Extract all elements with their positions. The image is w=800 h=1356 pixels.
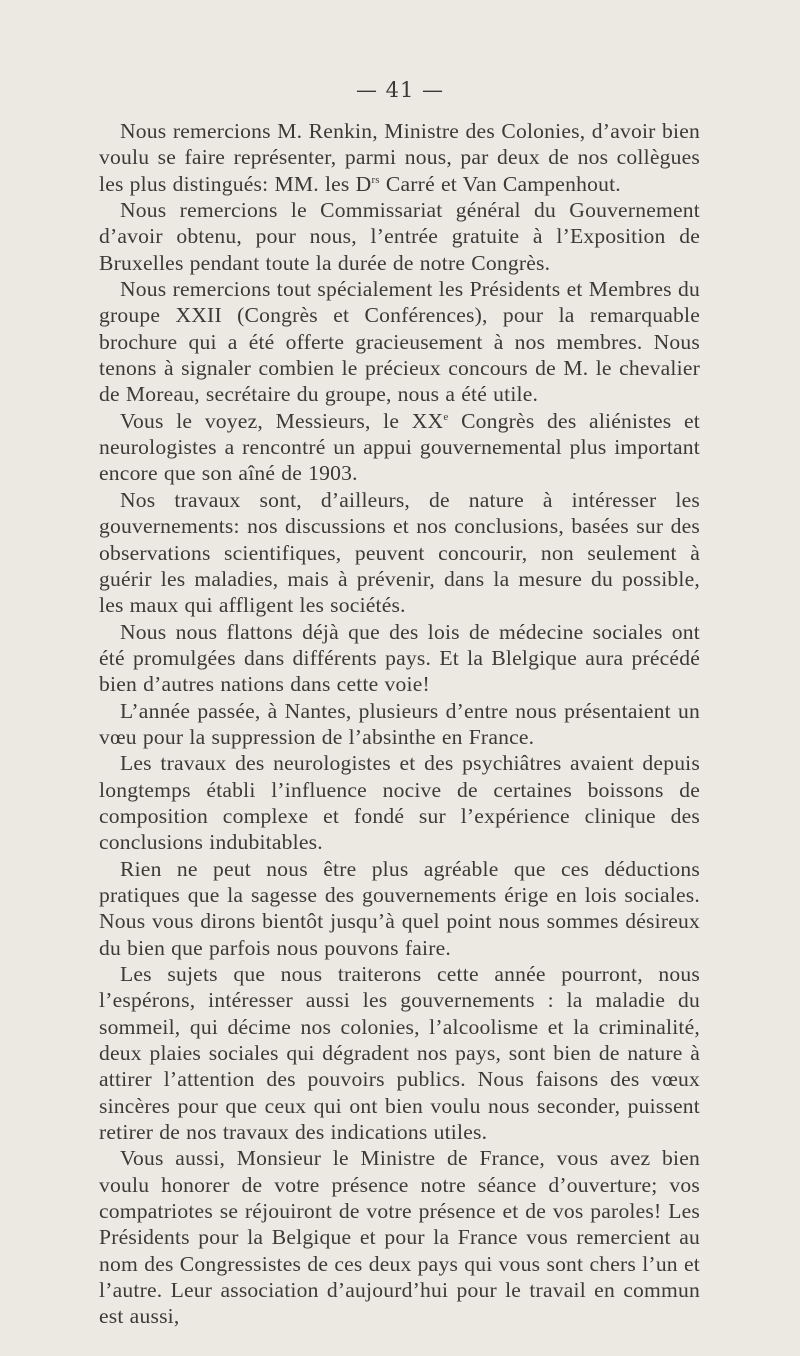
paragraph (99, 619, 700, 698)
page-number: — 41 — (355, 78, 445, 102)
text-run: Nous remercions le Commissariat général du Gouvernement d’avoir obtenu, pour nous, l’entrée gratuite à l’Exposition de Bruxelles pendant toute la durée de notre Congrès. (99, 198, 700, 275)
paragraph (99, 197, 700, 276)
paragraph (99, 750, 700, 855)
paragraph (99, 961, 700, 1145)
text-run: Nous remercions M. Renkin, Ministre des Colonies, d’avoir bien voulu se faire représenter, parmi nous, par deux de nos collègues les plus distingués: MM. les D (99, 119, 700, 196)
paragraph (99, 118, 700, 197)
text-run: L’année passée, à Nantes, plusieurs d’entre nous présentaient un vœu pour la suppression de l’absinthe en France. (99, 698, 700, 749)
text-run: Vous le voyez, Messieurs, le XX (120, 408, 444, 433)
text-run: Les travaux des neurologistes et des psychiâtres avaient depuis longtemps établi l’influence nocive de certaines boissons de composition complexe et fondé sur l’expérience clinique des conclusions indubitables. (99, 751, 700, 855)
paragraph (99, 1145, 700, 1329)
text-run: Nos travaux sont, d’ailleurs, de nature à intéresser les gouvernements: nos discussions et nos conclusions, basées sur des observations scientifiques, peuvent concourir, non seulement à guérir les maladies, mais à prévenir, dans la mesure du possible, les maux qui affligent les sociétés. (99, 487, 700, 618)
text-run: Congrès des aliénistes et neurologistes a rencontré un appui gouvernemental plus important encore que son aîné de 1903. (99, 408, 700, 486)
text-run: Rien ne peut nous être plus agréable que ces déductions pratiques que la sagesse des gouvernements érige en lois sociales. Nous vous dirons bientôt jusqu’à quel point nous sommes désireux du bien que parfois nous pouvons faire. (99, 856, 700, 960)
text-run: Les sujets que nous traiterons cette année pourront, nous l’espérons, intéresser aussi les gouvernements : la maladie du sommeil, qui décime nos colonies, l’alcoolisme et la criminalité, deux plaies sociales qui dégradent nos pays, sont bien de nature à attirer l’attention des pouvoirs publics. Nous faisons des vœux sincères pour que ceux qui ont bien voulu nous seconder, puissent retirer de nos travaux des indications utiles. (99, 962, 700, 1145)
text-run: Vous aussi, Monsieur le Ministre de France, vous avez bien voulu honorer de votre présence notre séance d’ouverture; vos compatriotes se réjouiront de votre présence et de vos paroles! Les Présidents pour la Belgique et pour la France vous remercient au nom des Congressistes de ces deux pays qui vous sont chers l’un et l’autre. Leur association d’aujourd’hui pour le travail en commun est aussi, (99, 1146, 700, 1329)
body-text (99, 118, 700, 1330)
paragraph (99, 276, 700, 408)
text-run: Nous remercions tout spécialement les Présidents et Membres du groupe XXII (Congrès et Conférences), pour la remarquable brochure qui a été offerte gracieusement à nos membres. Nous tenons à signaler combien le précieux concours de M. le chevalier de Moreau, secrétaire du groupe, nous a été utile. (99, 277, 700, 407)
paragraph (99, 408, 700, 487)
paragraph (99, 487, 700, 619)
text-run: Carré et Van Campenhout. (379, 171, 621, 196)
text-run: Nous nous flattons déjà que des lois de médecine sociales ont été promulgées dans différents pays. Et la Blelgique aura précédé bien d’autres nations dans cette voie! (99, 619, 700, 697)
paragraph (99, 856, 700, 961)
superscript: e (443, 410, 449, 423)
paragraph (99, 698, 700, 751)
superscript: rs (371, 173, 380, 186)
